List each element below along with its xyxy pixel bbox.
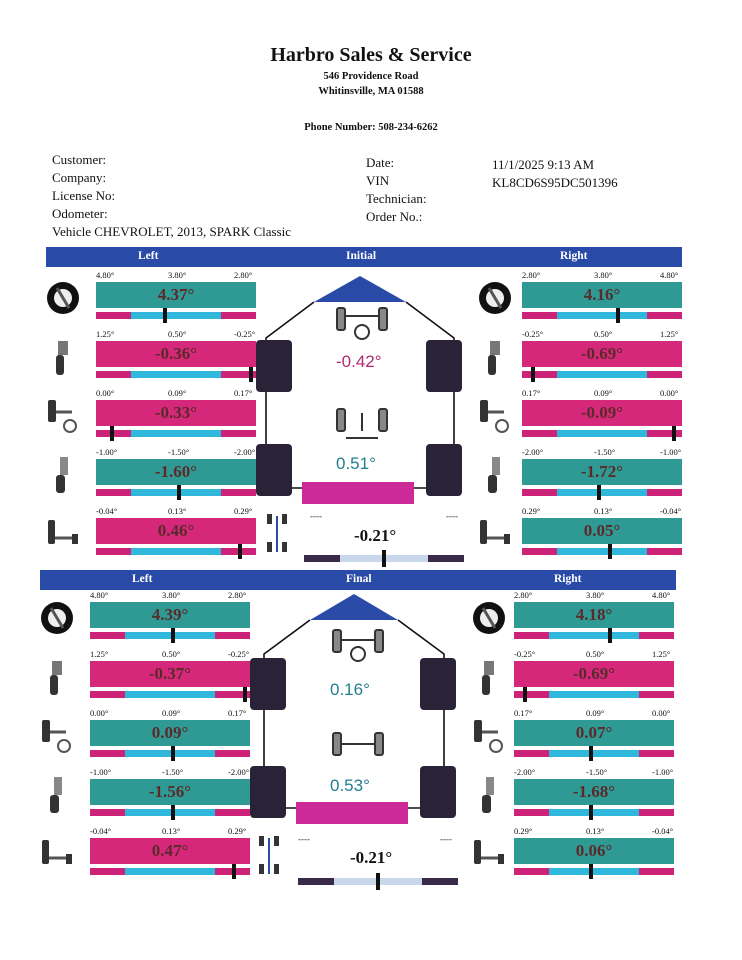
initial-left-max-tick: -2.00° <box>234 447 256 457</box>
gauge-marker <box>672 426 676 441</box>
final-right-mid-tick: 0.09° <box>586 708 605 718</box>
final-right-min-tick: -2.00° <box>514 767 536 777</box>
initial-right-value-box: 4.16° <box>522 282 682 308</box>
rear-axle-icon <box>337 409 387 438</box>
initial-left-min-tick: -0.04° <box>96 506 118 516</box>
initial-left-value-box: -1.60° <box>96 459 256 485</box>
final-left-label: Left <box>132 573 153 585</box>
license-label: License No: <box>52 188 116 203</box>
final-left-mid-tick: 3.80° <box>162 590 181 600</box>
initial-left-gauge-bar <box>96 312 256 319</box>
final-rear-total: 0.53° <box>330 776 370 795</box>
initial-left-label: Left <box>138 250 159 262</box>
setback-icon <box>472 834 506 874</box>
final-left-gauge-bar <box>90 868 250 875</box>
final-right-gauge-bar <box>514 750 674 757</box>
final-right-value-box: 4.18° <box>514 602 674 628</box>
front-axle-icon <box>333 630 383 661</box>
initial-left-max-tick: 0.17° <box>234 388 253 398</box>
caster-icon <box>40 598 74 638</box>
initial-left-mid-tick: 0.13° <box>168 506 187 516</box>
initial-right-min-tick: -2.00° <box>522 447 544 457</box>
technician-label: Technician: <box>366 191 427 206</box>
customer-label: Customer: <box>52 152 107 167</box>
final-right-max-tick: 0.00° <box>652 708 671 718</box>
initial-right-gauge-bar <box>522 312 682 319</box>
final-dash-right: ---- <box>440 834 452 844</box>
initial-left-value-box: 0.46° <box>96 518 256 544</box>
caster-icon <box>472 598 506 638</box>
thrust-diagram-icon <box>266 512 290 556</box>
tire-front-right-icon <box>426 340 462 392</box>
initial-right-min-tick: -0.25° <box>522 329 544 339</box>
final-thrust-gauge <box>298 878 458 885</box>
initial-left-gauge-bar <box>96 489 256 496</box>
vehicle-label: Vehicle <box>52 224 91 239</box>
initial-left-gauge-bar <box>96 430 256 437</box>
gauge-marker <box>249 367 253 382</box>
initial-right-mid-tick: 3.80° <box>594 270 613 280</box>
toe-icon <box>478 396 512 436</box>
final-right-min-tick: 0.29° <box>514 826 533 836</box>
initial-left-min-tick: 4.80° <box>96 270 115 280</box>
gauge-marker <box>163 308 167 323</box>
final-right-min-tick: 0.17° <box>514 708 533 718</box>
final-left-mid-tick: 0.13° <box>162 826 181 836</box>
final-right-mid-tick: -1.50° <box>586 767 608 777</box>
vin-value: KL8CD6S95DC501396 <box>492 175 618 190</box>
final-right-value-box: -1.68° <box>514 779 674 805</box>
final-left-gauge-bar <box>90 809 250 816</box>
gauge-marker <box>589 746 593 761</box>
final-left-min-tick: 1.25° <box>90 649 109 659</box>
gauge-marker <box>608 628 612 643</box>
order-label: Order No.: <box>366 209 423 224</box>
vehicle-value: CHEVROLET, 2013, SPARK Classic <box>94 224 292 239</box>
initial-right-gauge-bar <box>522 489 682 496</box>
initial-dash-right: ---- <box>446 511 458 521</box>
final-left-value-box: 0.09° <box>90 720 250 746</box>
initial-right-mid-tick: 0.13° <box>594 506 613 516</box>
gauge-marker <box>171 805 175 820</box>
toe-icon <box>46 396 80 436</box>
caster-icon <box>478 278 512 318</box>
initial-left-mid-tick: 0.09° <box>168 388 187 398</box>
final-right-max-tick: 4.80° <box>652 590 671 600</box>
phone-number: 508-234-6262 <box>378 122 438 133</box>
company-label: Company: <box>52 170 107 185</box>
final-left-min-tick: -1.00° <box>90 767 112 777</box>
final-right-value-box: 0.06° <box>514 838 674 864</box>
final-left-max-tick: -0.25° <box>228 649 250 659</box>
final-left-value-box: 4.39° <box>90 602 250 628</box>
gauge-marker <box>110 426 114 441</box>
initial-right-gauge-bar <box>522 548 682 555</box>
final-right-min-tick: 2.80° <box>514 590 533 600</box>
initial-left-value-box: -0.36° <box>96 341 256 367</box>
initial-left-min-tick: 0.00° <box>96 388 115 398</box>
toe-icon <box>472 716 506 756</box>
gauge-marker <box>589 864 593 879</box>
tire-rear-right-icon <box>420 766 456 818</box>
setback-icon <box>478 514 512 554</box>
initial-dash-left: ---- <box>310 511 322 521</box>
final-right-min-tick: -0.25° <box>514 649 536 659</box>
initial-right-gauge-bar <box>522 430 682 437</box>
final-left-gauge-bar <box>90 632 250 639</box>
initial-center-label: Initial <box>346 250 377 262</box>
final-right-label: Right <box>554 573 582 585</box>
tire-rear-left-icon <box>250 766 286 818</box>
gauge-marker <box>171 628 175 643</box>
final-right-value-box: -0.69° <box>514 661 674 687</box>
initial-left-min-tick: -1.00° <box>96 447 118 457</box>
initial-right-min-tick: 0.29° <box>522 506 541 516</box>
gauge-marker <box>597 485 601 500</box>
date-value: 11/1/2025 9:13 AM <box>492 157 595 172</box>
camber-icon <box>478 337 512 377</box>
initial-left-gauge-bar <box>96 548 256 555</box>
final-left-mid-tick: -1.50° <box>162 767 184 777</box>
final-section-band <box>40 570 676 590</box>
gauge-marker <box>616 308 620 323</box>
initial-car-diagram <box>254 268 466 518</box>
setback-icon <box>46 514 80 554</box>
direction-arrow-icon <box>310 594 398 620</box>
front-axle-icon <box>337 308 387 339</box>
initial-thrust-angle: -0.21° <box>354 526 397 545</box>
final-right-gauge-bar <box>514 809 674 816</box>
final-left-min-tick: 4.80° <box>90 590 109 600</box>
initial-right-gauge-bar <box>522 371 682 378</box>
initial-left-value-box: -0.33° <box>96 400 256 426</box>
initial-left-value-box: 4.37° <box>96 282 256 308</box>
gauge-marker <box>531 367 535 382</box>
final-left-max-tick: 0.29° <box>228 826 247 836</box>
initial-left-max-tick: 2.80° <box>234 270 253 280</box>
final-right-max-tick: 1.25° <box>652 649 671 659</box>
final-right-max-tick: -1.00° <box>652 767 674 777</box>
direction-arrow-icon <box>314 276 406 302</box>
camber-icon <box>40 657 74 697</box>
rear-bumper-bar <box>302 482 414 504</box>
initial-right-value-box: -1.72° <box>522 459 682 485</box>
initial-left-min-tick: 1.25° <box>96 329 115 339</box>
initial-right-mid-tick: 0.09° <box>594 388 613 398</box>
initial-front-total: -0.42° <box>336 352 382 371</box>
initial-right-value-box: -0.69° <box>522 341 682 367</box>
camber-icon <box>472 657 506 697</box>
final-left-value-box: -0.37° <box>90 661 250 687</box>
initial-right-mid-tick: 0.50° <box>594 329 613 339</box>
initial-right-max-tick: 0.00° <box>660 388 679 398</box>
address-line-1: 546 Providence Road <box>323 71 419 82</box>
tire-front-left-icon <box>250 658 286 710</box>
initial-section-band <box>46 247 682 267</box>
final-left-min-tick: -0.04° <box>90 826 112 836</box>
final-right-mid-tick: 0.50° <box>586 649 605 659</box>
gauge-marker <box>589 805 593 820</box>
gauge-marker <box>243 687 247 702</box>
initial-right-min-tick: 0.17° <box>522 388 541 398</box>
final-left-gauge-bar <box>90 691 250 698</box>
sai-icon <box>478 455 512 495</box>
final-right-mid-tick: 3.80° <box>586 590 605 600</box>
final-left-min-tick: 0.00° <box>90 708 109 718</box>
initial-right-label: Right <box>560 250 588 262</box>
final-left-value-box: -1.56° <box>90 779 250 805</box>
final-front-total: 0.16° <box>330 680 370 699</box>
tire-rear-left-icon <box>256 444 292 496</box>
odometer-label: Odometer: <box>52 206 108 221</box>
tire-front-right-icon <box>420 658 456 710</box>
setback-icon <box>40 834 74 874</box>
initial-left-gauge-bar <box>96 371 256 378</box>
initial-rear-total: 0.51° <box>336 454 376 473</box>
phone-label: Phone Number: <box>304 122 376 133</box>
initial-right-max-tick: -1.00° <box>660 447 682 457</box>
final-thrust-angle: -0.21° <box>350 848 393 867</box>
rear-bumper-bar <box>296 802 408 824</box>
final-right-gauge-bar <box>514 632 674 639</box>
caster-icon <box>46 278 80 318</box>
initial-right-max-tick: 4.80° <box>660 270 679 280</box>
address-line-2: Whitinsville, MA 01588 <box>318 86 424 97</box>
gauge-marker <box>177 485 181 500</box>
initial-right-max-tick: 1.25° <box>660 329 679 339</box>
final-right-value-box: 0.07° <box>514 720 674 746</box>
initial-left-mid-tick: 3.80° <box>168 270 187 280</box>
final-right-max-tick: -0.04° <box>652 826 674 836</box>
sai-icon <box>40 775 74 815</box>
gauge-marker <box>232 864 236 879</box>
final-left-max-tick: -2.00° <box>228 767 250 777</box>
thrust-diagram-icon-final <box>258 834 282 878</box>
final-left-mid-tick: 0.50° <box>162 649 181 659</box>
tire-rear-right-icon <box>426 444 462 496</box>
gauge-marker <box>523 687 527 702</box>
initial-right-min-tick: 2.80° <box>522 270 541 280</box>
final-left-value-box: 0.47° <box>90 838 250 864</box>
final-center-label: Final <box>346 573 372 585</box>
vin-label: VIN <box>366 173 390 188</box>
final-dash-left: ---- <box>298 834 310 844</box>
final-right-gauge-bar <box>514 868 674 875</box>
final-left-gauge-bar <box>90 750 250 757</box>
final-right-mid-tick: 0.13° <box>586 826 605 836</box>
gauge-marker <box>171 746 175 761</box>
final-right-gauge-bar <box>514 691 674 698</box>
sai-icon <box>472 775 506 815</box>
rear-axle-icon <box>333 733 383 755</box>
sai-icon <box>46 455 80 495</box>
toe-icon <box>40 716 74 756</box>
gauge-marker <box>608 544 612 559</box>
initial-right-max-tick: -0.04° <box>660 506 682 516</box>
gauge-marker <box>238 544 242 559</box>
initial-left-mid-tick: 0.50° <box>168 329 187 339</box>
final-left-max-tick: 2.80° <box>228 590 247 600</box>
final-left-mid-tick: 0.09° <box>162 708 181 718</box>
date-label: Date: <box>366 155 395 170</box>
tire-front-left-icon <box>256 340 292 392</box>
initial-thrust-gauge <box>304 555 464 562</box>
phone-line <box>0 122 742 133</box>
vehicle-line <box>52 224 291 240</box>
initial-right-value-box: 0.05° <box>522 518 682 544</box>
company-name: Harbro Sales & Service <box>270 44 472 66</box>
final-left-max-tick: 0.17° <box>228 708 247 718</box>
initial-right-value-box: -0.09° <box>522 400 682 426</box>
initial-right-mid-tick: -1.50° <box>594 447 616 457</box>
initial-left-mid-tick: -1.50° <box>168 447 190 457</box>
initial-left-max-tick: 0.29° <box>234 506 253 516</box>
initial-left-max-tick: -0.25° <box>234 329 256 339</box>
camber-icon <box>46 337 80 377</box>
